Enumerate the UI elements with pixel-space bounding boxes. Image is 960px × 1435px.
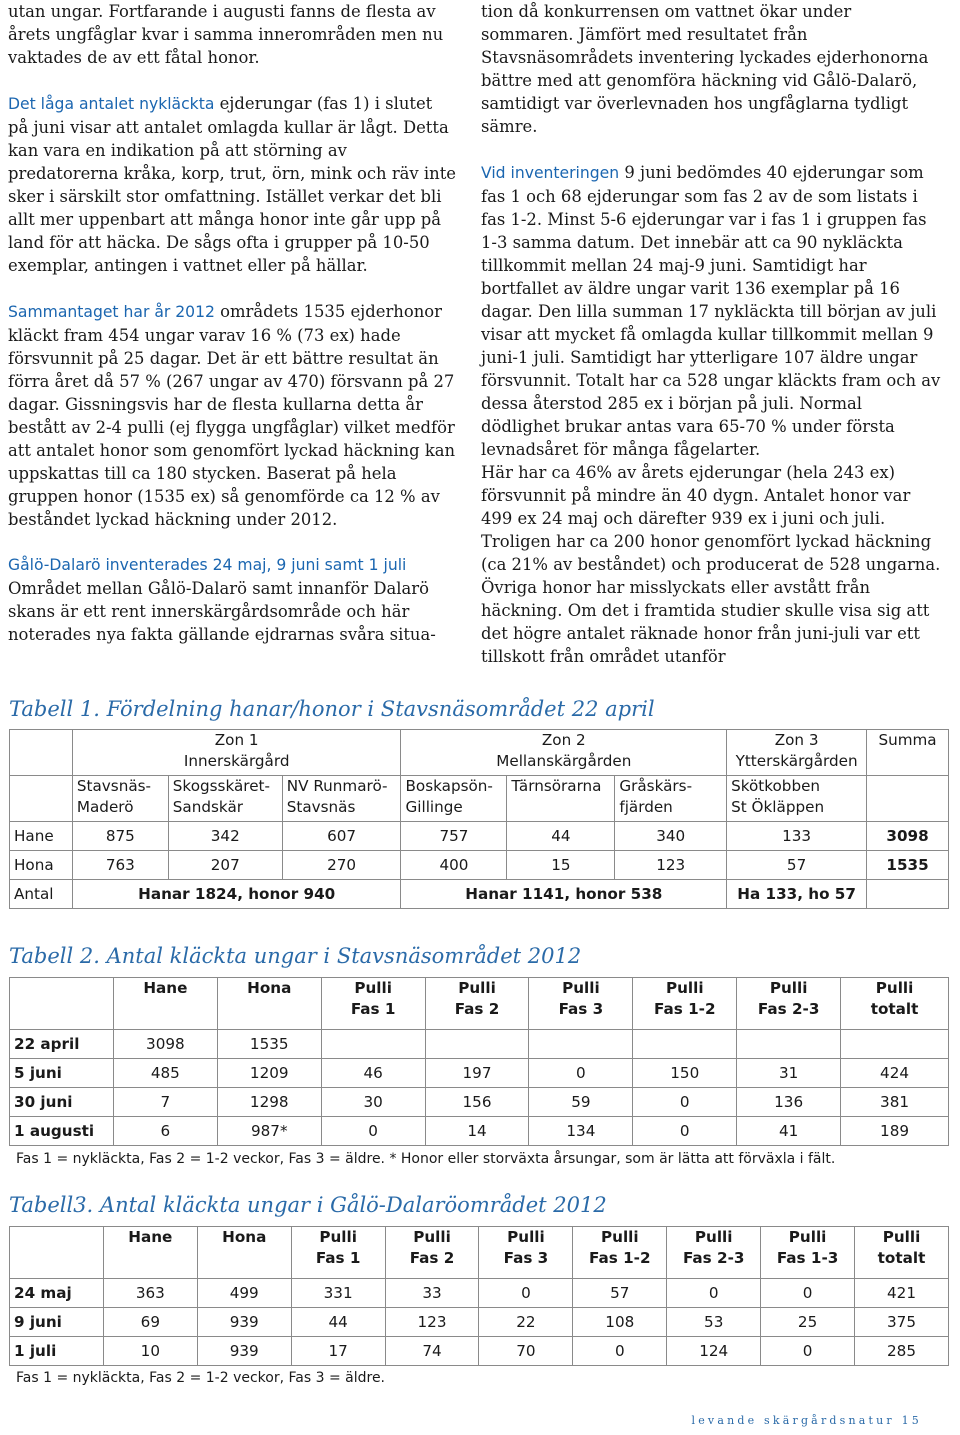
table-cell: 17 (291, 1337, 385, 1366)
paragraph-body: ejderungar (fas 1) i slutet på juni visar att antalet omlagda kullar är lågt. Detta kan vara en indikation på att störning av predatorerna kråka, korp, trut, örn, mink och räv inte sker i särskilt stor omfattning. Istället verkar det bli allt mer uppenbart att många honor inte går upp på land för att häcka. De sågs ofta i grupper på 10-50 exemplar, antingen i vattnet eller på hällar. (8, 94, 456, 275)
table-cell: 10 (103, 1337, 197, 1366)
right-column (481, 0, 941, 668)
column-header: Pulli totalt (855, 1227, 949, 1279)
table-cell: 30 (321, 1088, 425, 1117)
row-label: 1 augusti (10, 1117, 114, 1146)
column-header: Hane (103, 1227, 197, 1279)
table-cell: 875 (72, 822, 168, 851)
table1-site: Gråskärs- fjärden (615, 776, 727, 822)
table-cell: 0 (529, 1059, 633, 1088)
table-row (10, 851, 949, 880)
table1-site: Tärnsörarna (507, 776, 615, 822)
table-cell: 1298 (217, 1088, 321, 1117)
table-cell: 285 (855, 1337, 949, 1366)
table-cell: 124 (667, 1337, 761, 1366)
table-cell: 136 (737, 1088, 841, 1117)
table3 (9, 1226, 949, 1366)
table-cell: 363 (103, 1279, 197, 1308)
column-header: Pulli totalt (841, 978, 949, 1030)
table-cell (529, 1030, 633, 1059)
table1-corner (10, 730, 73, 776)
column-header: Hane (113, 978, 217, 1030)
table-cell: 14 (425, 1117, 529, 1146)
table-cell: 375 (855, 1308, 949, 1337)
table-cell: 331 (291, 1279, 385, 1308)
table1-blank (10, 776, 73, 822)
table-cell: 381 (841, 1088, 949, 1117)
table-cell: 0 (321, 1117, 425, 1146)
table-cell: 134 (529, 1117, 633, 1146)
table-cell: 0 (633, 1088, 737, 1117)
table2 (9, 977, 949, 1146)
table-cell: Ha 133, ho 57 (727, 880, 867, 909)
table-sum-cell: 1535 (867, 851, 949, 880)
table-cell: 939 (197, 1308, 291, 1337)
column-header: Hona (217, 978, 321, 1030)
column-header: Pulli Fas 1 (321, 978, 425, 1030)
table-cell: 133 (727, 822, 867, 851)
row-label: 30 juni (10, 1088, 114, 1117)
table1-title: Tabell 1. Fördelning hanar/honor i Stavsnäsområdet 22 april (9, 697, 655, 721)
table-cell: 6 (113, 1117, 217, 1146)
table-row (10, 1308, 949, 1337)
table-cell: 74 (385, 1337, 479, 1366)
table-cell: 499 (197, 1279, 291, 1308)
table-cell: 69 (103, 1308, 197, 1337)
row-label: 24 maj (10, 1279, 104, 1308)
table-cell: 123 (385, 1308, 479, 1337)
table1-zone-header: Zon 3 Ytterskärgården (727, 730, 867, 776)
column-header: Pulli Fas 3 (529, 978, 633, 1030)
table-cell (425, 1030, 529, 1059)
table1-blank (867, 776, 949, 822)
table-cell: 1209 (217, 1059, 321, 1088)
column-header: Pulli Fas 1 (291, 1227, 385, 1279)
column-header: Pulli Fas 1-2 (633, 978, 737, 1030)
paragraph: Här har ca 46% av årets ejderungar (hela 243 ex) försvunnit på mindre än 40 dygn. Antalet honor var 499 ex 24 maj och därefter 939 ex i juni och juli. Troligen har ca 200 honor genomfört lyckad häckning (ca 21% av beståndet) och producerat de 528 ungarna. Övriga honor har misslyckats eller avstått från häckning. Om det i framtida studier skulle visa sig att det högre antalet räknade honor från juni-juli var ett tillskott från området utanför (481, 463, 941, 666)
column-header: Pulli Fas 2 (385, 1227, 479, 1279)
table-cell: 70 (479, 1337, 573, 1366)
column-header: Pulli Fas 2-3 (737, 978, 841, 1030)
table-cell: 342 (168, 822, 282, 851)
table-cell: 41 (737, 1117, 841, 1146)
table-cell: 197 (425, 1059, 529, 1088)
column-header: Pulli Fas 1-2 (573, 1227, 667, 1279)
table-cell: 25 (761, 1308, 855, 1337)
table-cell (841, 1030, 949, 1059)
table-cell: Hanar 1141, honor 538 (401, 880, 727, 909)
page-footer: levande skärgårdsnatur 15 (691, 1414, 922, 1427)
table-cell: 108 (573, 1308, 667, 1337)
table1-site: Skötkobben St Ökläppen (727, 776, 867, 822)
row-label: Hona (10, 851, 73, 880)
paragraph: tion då konkurrensen om vattnet ökar under sommaren. Jämfört med resultatet från Stavsnäsområdets inventering lyckades ejderhonorna bättre med att genomföra häckning vid Gålö-Dalarö, samtidigt var överlevnaden hos ungfåglarna tydligt sämre. (481, 2, 929, 136)
table1 (9, 729, 949, 909)
paragraph-body: 9 juni bedömdes 40 ejderungar som fas 1 och 68 ejderungar som fas 2 av de som listats i fas 1-2. Minst 5-6 ejderungar var i fas 1 i gruppen fas 1-3 samma datum. Det innebär att ca 90 nykläckta tillkommit mellan 24 maj-9 juni. Samtidigt har bortfallet av äldre ungar varit 136 exemplar på 16 dagar. Den lilla summan 17 nykläckta till början av juli visar att mycket få omlagda kullar tillkommit mellan 9 juni-1 juli. Samtidigt har ytterligare 107 äldre ungar försvunnit. Totalt har ca 528 ungar kläckts fram och av dessa återstod 285 ex i början på juli. Normal dödlighet brukar antas vara 65-70 % under första levnadsåret för många fågelarter. (481, 163, 941, 459)
column-header: Pulli Fas 1-3 (761, 1227, 855, 1279)
table1-zone-header: Zon 2 Mellanskärgården (401, 730, 727, 776)
table1-sum-header: Summa (867, 730, 949, 776)
table-cell: 763 (72, 851, 168, 880)
paragraph: utan ungar. Fortfarande i augusti fanns de flesta av årets ungfåglar kvar i samma innerområden men nu vaktades de av ett fåtal honor. (8, 2, 444, 67)
table1-site: NV Runmarö- Stavsnäs (282, 776, 401, 822)
table-cell: 46 (321, 1059, 425, 1088)
table-cell: 1535 (217, 1030, 321, 1059)
row-label: Hane (10, 822, 73, 851)
table-cell: 757 (401, 822, 507, 851)
table-header-row (10, 1227, 949, 1279)
table-cell: 939 (197, 1337, 291, 1366)
table-cell: 485 (113, 1059, 217, 1088)
paragraph (8, 92, 456, 277)
table-cell: 0 (479, 1279, 573, 1308)
table-cell: 156 (425, 1088, 529, 1117)
table-cell: 0 (633, 1117, 737, 1146)
row-label: 1 juli (10, 1337, 104, 1366)
table3-corner (10, 1227, 104, 1279)
paragraph: Området mellan Gålö-Dalarö samt innanför Dalarö skans är ett rent innerskärgårdsområde och här noterades nya fakta gällande ejdrarnas svåra situa- (8, 579, 436, 644)
table1-blank (867, 880, 949, 909)
table2-note: Fas 1 = nykläckta, Fas 2 = 1-2 veckor, Fas 3 = äldre. * Honor eller storväxta årsungar, som är lätta att förväxla i fält. (16, 1151, 836, 1167)
table-cell: 44 (507, 822, 615, 851)
table-cell: 57 (573, 1279, 667, 1308)
table-cell: 53 (667, 1308, 761, 1337)
row-label: 5 juni (10, 1059, 114, 1088)
table-cell: 7 (113, 1088, 217, 1117)
table-row (10, 1117, 949, 1146)
table-row (10, 1059, 949, 1088)
column-header: Pulli Fas 2 (425, 978, 529, 1030)
table-cell: 22 (479, 1308, 573, 1337)
table-cell: 123 (615, 851, 727, 880)
lead-in: Det låga antalet nykläckta (8, 95, 215, 113)
table-cell: 0 (573, 1337, 667, 1366)
table-row (10, 1279, 949, 1308)
table-cell: 44 (291, 1308, 385, 1337)
table-cell: Hanar 1824, honor 940 (72, 880, 401, 909)
table-cell: 3098 (113, 1030, 217, 1059)
row-label: Antal (10, 880, 73, 909)
table1-site: Boskapsön- Gillinge (401, 776, 507, 822)
table-header-row (10, 978, 949, 1030)
row-label: 9 juni (10, 1308, 104, 1337)
lead-in: Sammantaget har år 2012 (8, 303, 215, 321)
table-cell: 150 (633, 1059, 737, 1088)
table-cell: 0 (761, 1337, 855, 1366)
table-cell (321, 1030, 425, 1059)
table-row (10, 1088, 949, 1117)
table-cell: 15 (507, 851, 615, 880)
table2-title: Tabell 2. Antal kläckta ungar i Stavsnäsområdet 2012 (9, 944, 582, 968)
table-cell: 270 (282, 851, 401, 880)
table-cell: 31 (737, 1059, 841, 1088)
paragraph (481, 161, 941, 461)
table-cell: 607 (282, 822, 401, 851)
table-cell: 400 (401, 851, 507, 880)
table-cell: 424 (841, 1059, 949, 1088)
table-cell: 0 (761, 1279, 855, 1308)
table-sum-cell: 3098 (867, 822, 949, 851)
table2-corner (10, 978, 114, 1030)
table-cell: 33 (385, 1279, 479, 1308)
paragraph (8, 300, 456, 531)
column-header: Pulli Fas 3 (479, 1227, 573, 1279)
table-cell: 207 (168, 851, 282, 880)
section-heading: Gålö-Dalarö inventerades 24 maj, 9 juni samt 1 juli (8, 556, 407, 574)
left-column (8, 0, 456, 646)
table-row (10, 1337, 949, 1366)
table3-title: Tabell3. Antal kläckta ungar i Gålö-Dalaröområdet 2012 (9, 1193, 607, 1217)
table-cell: 987* (217, 1117, 321, 1146)
table1-site: Skogsskäret- Sandskär (168, 776, 282, 822)
table-cell (737, 1030, 841, 1059)
table1-zone-header: Zon 1 Innerskärgård (72, 730, 401, 776)
table3-note: Fas 1 = nykläckta, Fas 2 = 1-2 veckor, Fas 3 = äldre. (16, 1370, 386, 1386)
table-cell: 340 (615, 822, 727, 851)
table-row (10, 822, 949, 851)
column-header: Pulli Fas 2-3 (667, 1227, 761, 1279)
column-header: Hona (197, 1227, 291, 1279)
table-cell: 59 (529, 1088, 633, 1117)
paragraph-body: områdets 1535 ejderhonor kläckt fram 454 ungar varav 16 % (73 ex) hade försvunnit på 25 dagar. Det är ett bättre resultat än förra året då 57 % (267 ungar av 470) försvann på 27 dagar. Gissningsvis har de flesta kullarna detta år bestått av 2-4 pulli (ej flygga ungfåglar) vilket medför att antalet honor som genomfört lyckad häckning kan uppskattas till ca 180 stycken. Baserat på hela gruppen honor (1535 ex) så genomförde ca 12 % av beståndet lyckad häckning under 2012. (8, 302, 456, 529)
table1-site: Stavsnäs- Maderö (72, 776, 168, 822)
table-row (10, 1030, 949, 1059)
table-cell: 421 (855, 1279, 949, 1308)
table-cell: 0 (667, 1279, 761, 1308)
lead-in: Vid inventeringen (481, 164, 620, 182)
table-cell (633, 1030, 737, 1059)
table-cell: 57 (727, 851, 867, 880)
table-row (10, 880, 949, 909)
table-cell: 189 (841, 1117, 949, 1146)
row-label: 22 april (10, 1030, 114, 1059)
